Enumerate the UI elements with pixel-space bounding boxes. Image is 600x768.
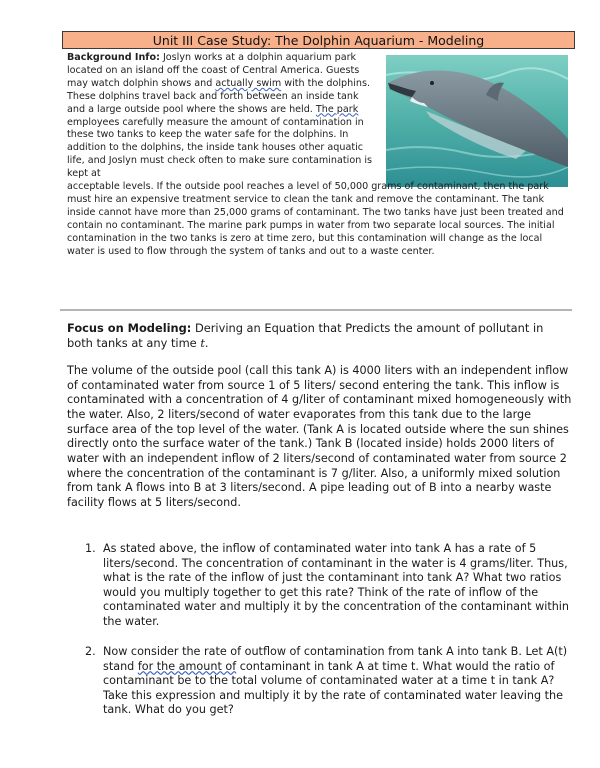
page-title: Unit III Case Study: The Dolphin Aquarium - Modeling [62,31,575,49]
background-info: Background Info: Joslyn works at a dolphin aquarium park located on an island off the coast of Central America. Guests may watch dolphin shows and actually swim with the dolphins. These dolphins travel back and forth between an inside tank and a large outside pool where the shows are held. The park employees carefully measure the amount of contamination in these two tanks to keep the water safe for the dolphins. In addition to the dolphins, the inside tank houses other aquatic life, and Joslyn must check often to make sure contamination is kept at acceptable levels. If the outside pool reaches a level of 50,000 grams of contaminant, then the park must hire an expensive treatment service to clean the tank and remove the contaminant. The tank inside cannot have more than 25,000 grams of contaminant. The two tanks have just been treated and contain no contaminant. The marine park pumps in water from two separate local sources. The initial contamination in the two tanks is zero at time zero, but this contamination will change as the local water is used to flow through the system of tanks and out to a waste center. [67,52,571,259]
spellcheck-underline: actually swim [215,77,282,89]
spellcheck-underline: for the amount of [137,659,237,673]
question-number: 1. [85,542,96,555]
problem-description: The volume of the outside pool (call this tank A) is 4000 liters with an independent inflow of contaminated water from source 1 of 5 liters/ second entering the tank. This inflow is contaminated with a concentration of 4 g/liter of contaminant mixed homogeneously with the water. Also, 2 liters/second of water evaporates from this tank due to the large surface area of the top level of the water. (Tank A is located outside where the sun shines directly onto the surface water of the tank.) Tank B (located inside) holds 2000 liters of water with an independent inflow of 2 liters/second of contaminated water from source 2 where the concentration of the contaminant is 7 g/liter. Also, a uniformly mixed solution from tank A flows into B at 3 liters/second. A pipe leading out of B into a nearby waste facility flows at 5 liters/second. [67,364,572,509]
background-info-label: Background Info: [67,52,160,63]
focus-label: Focus on Modeling: [67,321,192,335]
focus-heading: Focus on Modeling: Deriving an Equation that Predicts the amount of pollutant in both tanks at any time t. [67,321,544,350]
question-text: As stated above, the inflow of contaminated water into tank A has a rate of 5 liters/second. The concentration of contaminant in the water is 4 grams/liter. Thus, what is the rate of the inflow of just the contaminant into tank A? What two ratios would you multiply together to get this rate? Think of the rate of inflow of the contaminated water and multiply it by the concentration of the contaminant within the water. [103,542,570,628]
question-1 [85,542,575,630]
question-number: 2. [85,645,96,658]
section-divider [60,309,572,311]
time-variable: t [200,335,205,350]
spellcheck-underline: The park [315,103,359,115]
question-2 [85,645,575,718]
background-info-continued: acceptable levels. If the outside pool reaches a level of 50,000 grams of contaminant, then the park must hire an expensive treatment service to clean the tank and remove the contaminant. The tank inside cannot have more than 25,000 grams of contaminant. The two tanks have just been treated and contain no contaminant. The marine park pumps in water from two separate local sources. The initial contamination in the two tanks is zero at time zero, but this contamination will change as the local water is used to flow through the system of tanks and out to a waste center. [67,181,564,257]
question-text: Now consider the rate of outflow of contamination from tank A into tank B. Let A(t) stand for the amount of contaminant in tank A at time t. What would the ratio of contaminant be to the total volume of contaminated water at a time t in tank A? Take this expression and multiply it by the rate of contaminated water leaving the tank. What do you get? [103,645,568,717]
